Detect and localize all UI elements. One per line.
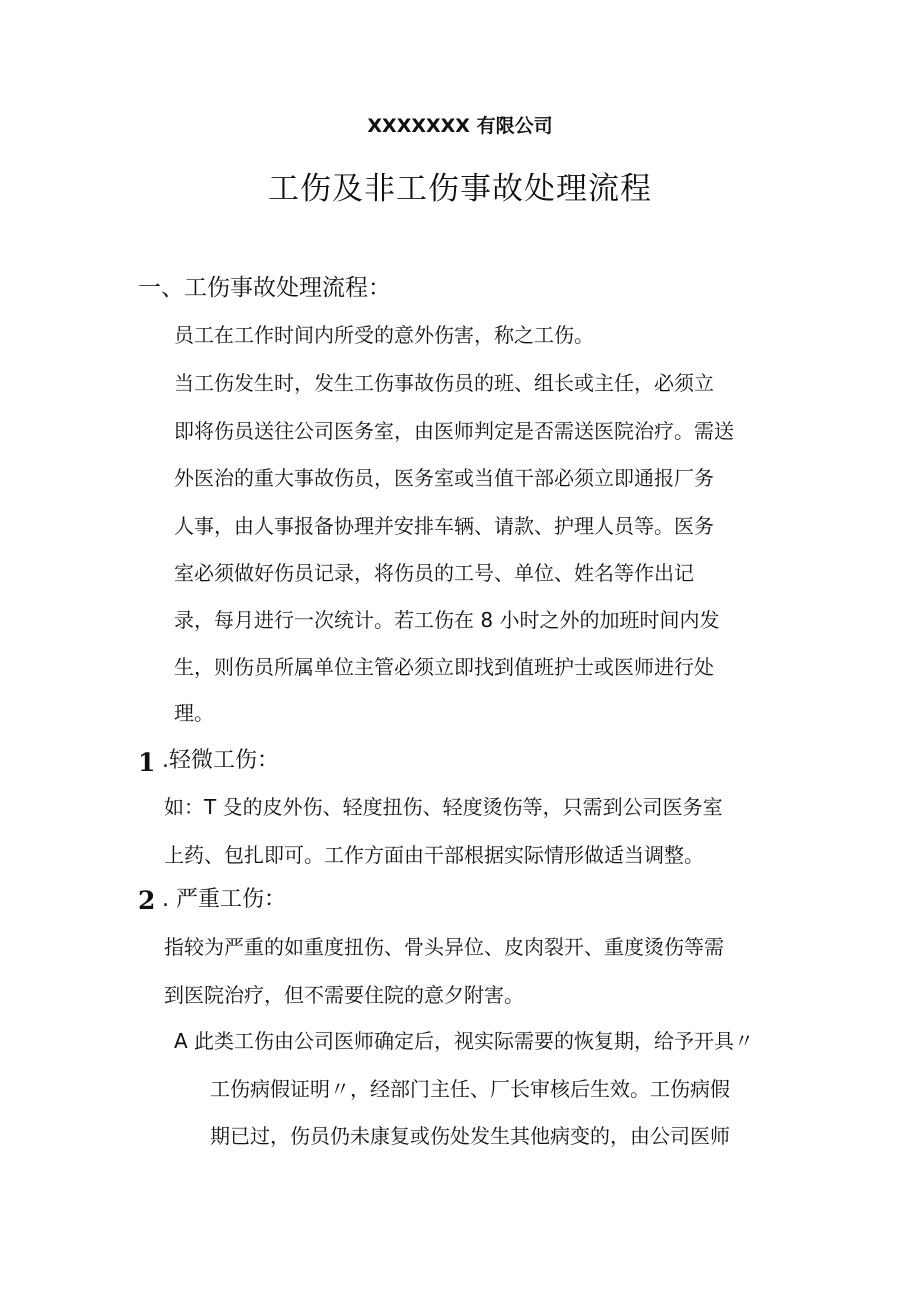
paragraph-line: 生，则伤员所属单位主管必须立即找到值班护士或医师进行处 <box>174 655 714 679</box>
item-number-1: 1 <box>138 748 156 777</box>
paragraph-line: 即将伤员送往公司医务室，由医师判定是否需送医院治疗。需送 <box>174 419 734 443</box>
item-heading-serious-injury: . 严重工伤： <box>162 887 286 912</box>
sub-item-a-line: 工伤病假证明〃，经部门主任、厂长审核后生效。工伤病假 <box>210 1077 730 1101</box>
document-title: 工伤及非工伤事故处理流程 <box>268 171 652 207</box>
sub-item-a-line: 期已过，伤员仍未康复或伤处发生其他病变的，由公司医师 <box>210 1124 730 1148</box>
paragraph-line: 室必须做好伤员记录，将伤员的工号、单位、姓名等作出记 <box>174 561 694 585</box>
item-number-2: 2 <box>138 886 156 915</box>
paragraph-line: 指较为严重的如重度扭伤、骨头异位、皮肉裂开、重度烫伤等需 <box>164 935 724 959</box>
paragraph-line: 录，每月进行一次统计。若工伤在 8 小时之外的加班时间内发 <box>174 608 720 632</box>
paragraph-line: 外医治的重大事故伤员，医务室或当值干部必须立即通报厂务 <box>174 466 714 490</box>
item-heading-minor-injury: .轻微工伤： <box>162 748 279 773</box>
paragraph-line: 人事，由人事报备协理并安排车辆、请款、护理人员等。医务 <box>174 514 714 538</box>
paragraph-line: 上药、包扎即可。工作方面由干部根据实际情形做适当调整。 <box>164 843 704 867</box>
company-name: XXXXXXX 有限公司 <box>367 115 553 137</box>
sub-item-a-line: A 此类工伤由公司医师确定后，视实际需要的恢复期，给予开具〃 <box>174 1029 755 1053</box>
paragraph-line: 如：T 殳的皮外伤、轻度扭伤、轻度烫伤等，只需到公司医务室 <box>164 795 723 819</box>
paragraph-line: 理。 <box>174 701 214 725</box>
section-heading-work-injury: 一、工伤事故处理流程： <box>138 275 391 301</box>
paragraph-line: 员工在工作时间内所受的意外伤害，称之工伤。 <box>174 323 594 347</box>
paragraph-line: 当工伤发生时，发生工伤事故伤员的班、组长或主任，必须立 <box>174 371 714 395</box>
paragraph-line: 到医院治疗，但不需要住院的意夕附害。 <box>164 983 524 1007</box>
